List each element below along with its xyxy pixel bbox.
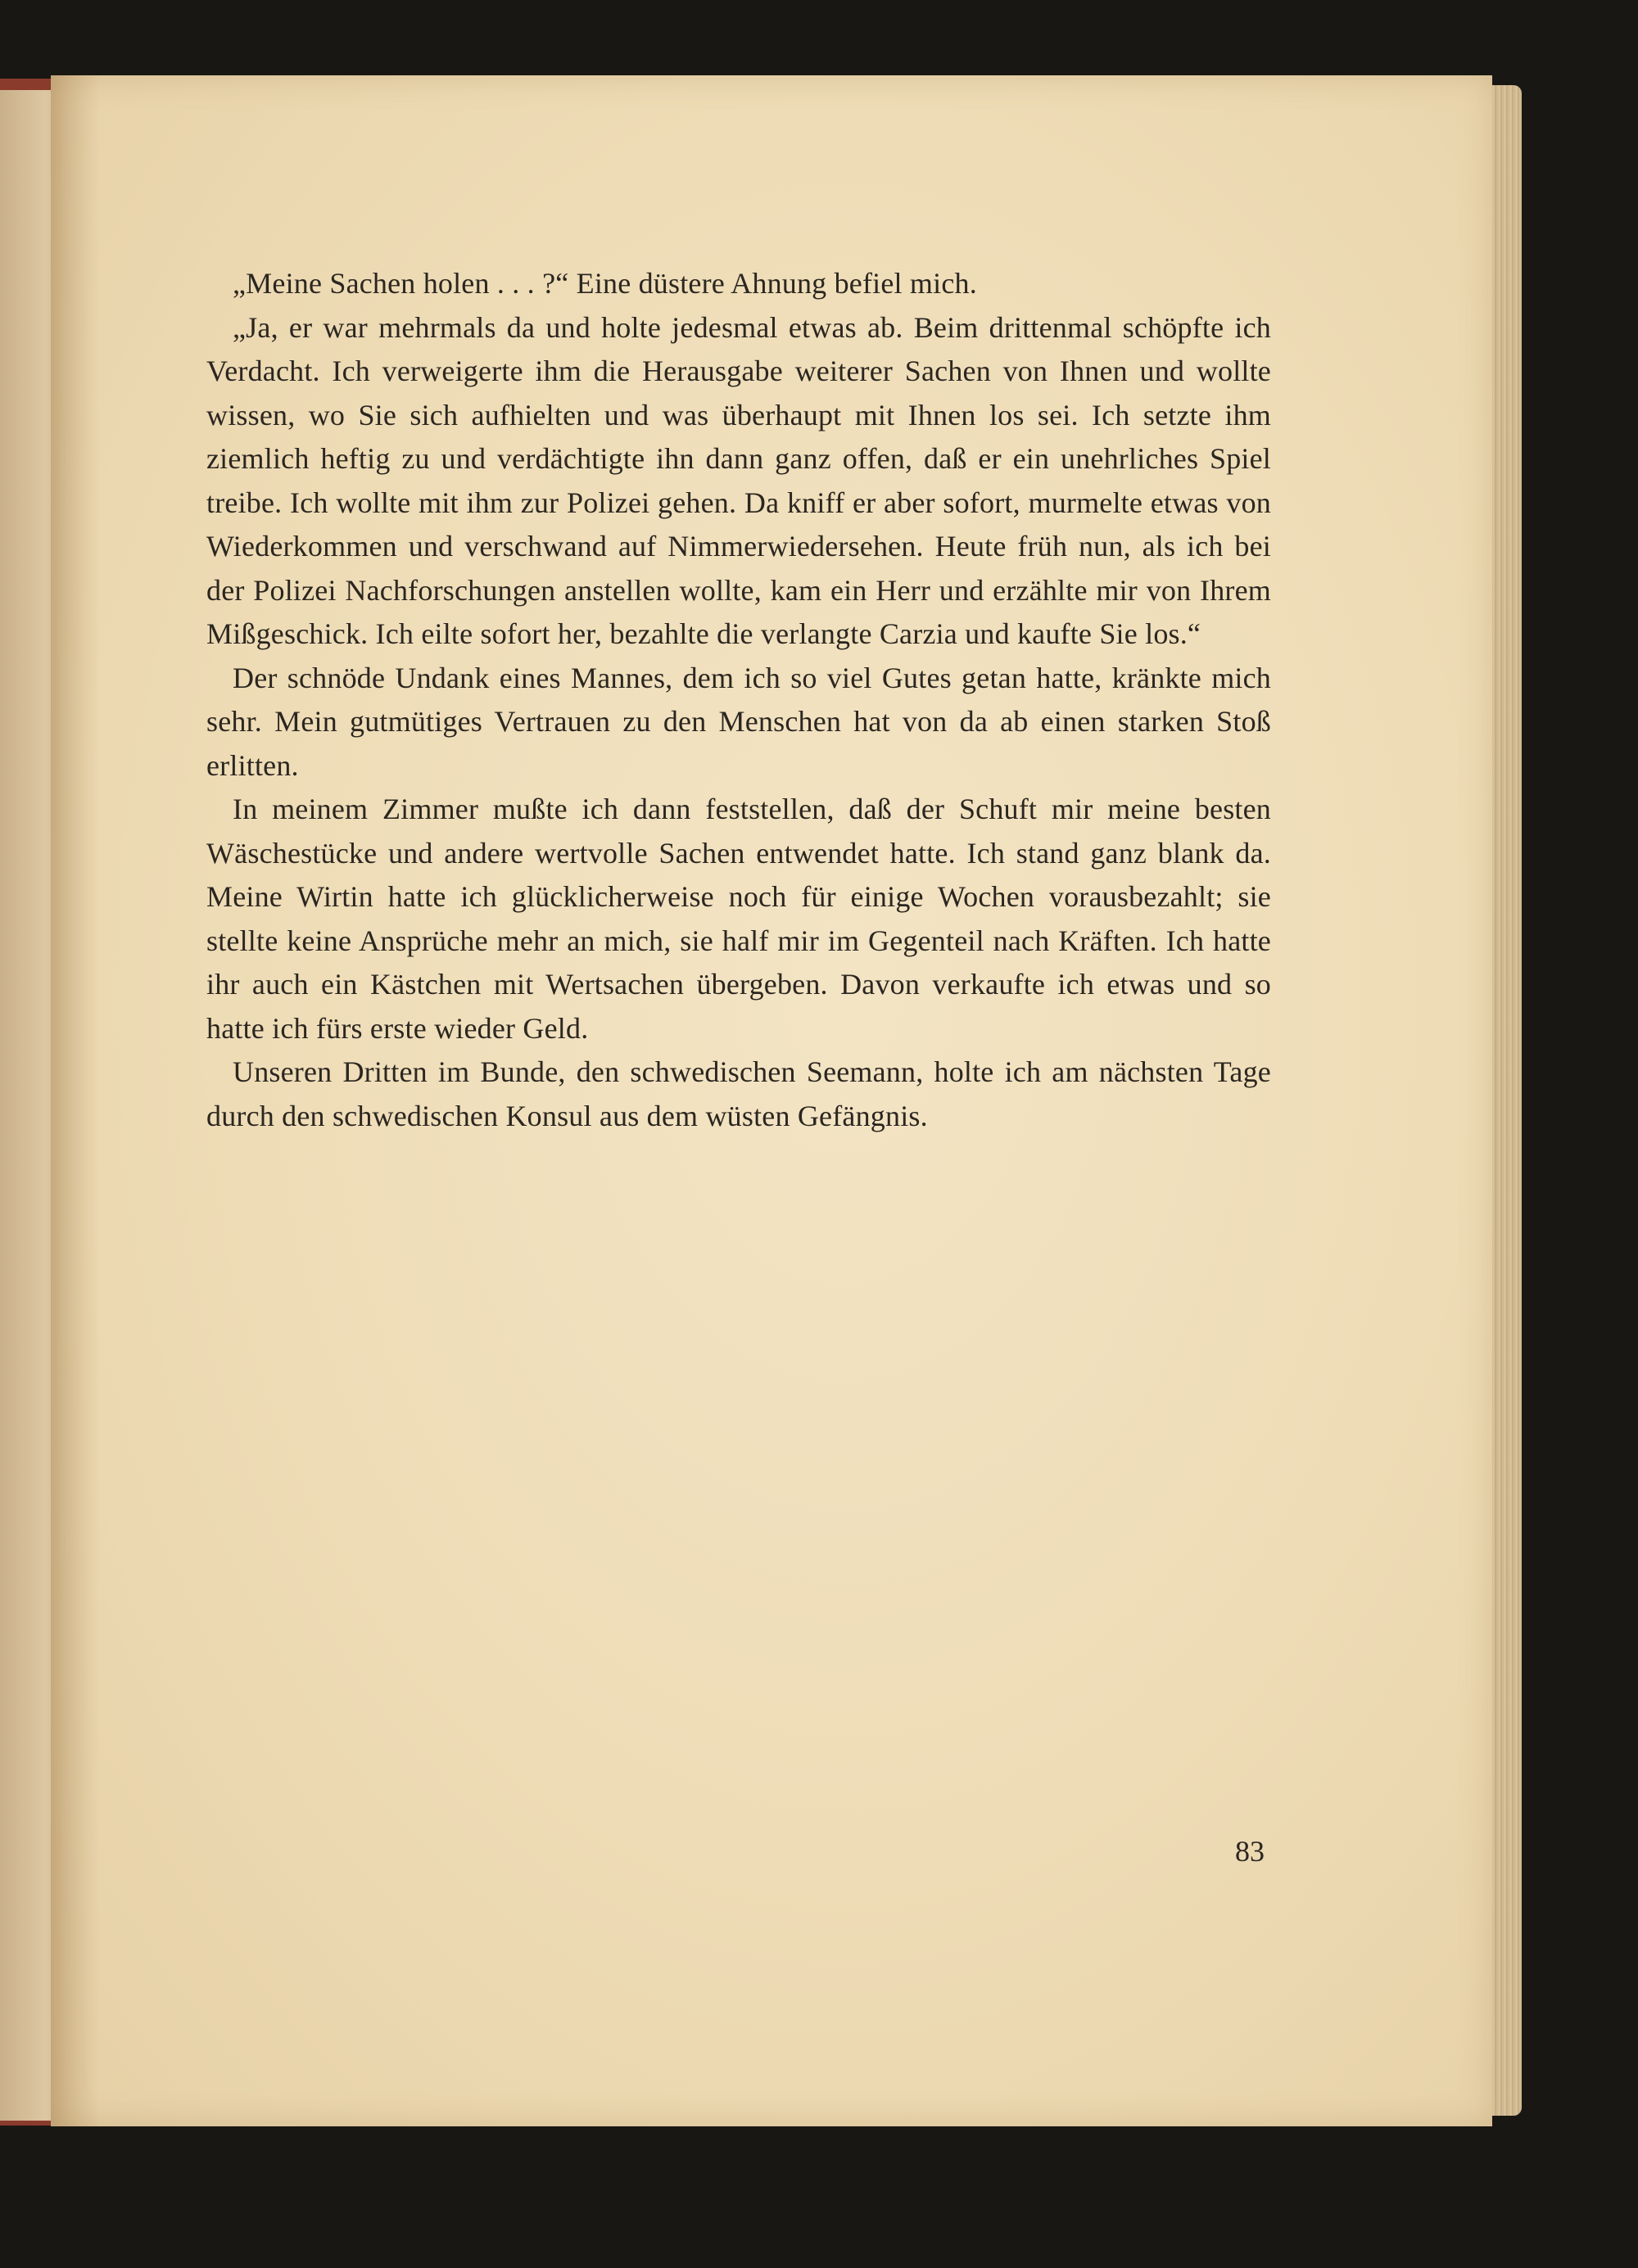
paragraph: „Meine Sachen holen . . . ?“ Eine düstere Ahnung befiel mich. xyxy=(233,267,977,300)
paragraph: Der schnöde Undank eines Mannes, dem ich so viel Gutes getan hatte, kränkte mich sehr. Mein gutmütiges Vertrauen zu den Menschen hat von da ab einen starken Stoß erlitten. xyxy=(206,661,1271,782)
gutter-shadow xyxy=(51,75,100,2126)
paragraph: Unseren Dritten im Bunde, den schwedischen Seemann, holte ich am nächsten Tage durch den schwedischen Konsul aus dem wüsten Gefängnis. xyxy=(206,1055,1271,1132)
paragraph: In meinem Zimmer mußte ich dann feststellen, daß der Schuft mir meine besten Wäschestücke und andere wertvolle Sachen entwendet hatte. Ich stand ganz blank da. Meine Wirtin hatte ich glücklicherweise noch für einige Wochen vorausbezahlt; sie stellte keine Ansprüche mehr an mich, sie half mir im Gegenteil nach Kräften. Ich hatte ihr auch ein Kästchen mit Wertsachen übergeben. Davon verkaufte ich etwas und so hatte ich fürs erste wieder Geld. xyxy=(206,793,1271,1045)
paragraph: „Ja, er war mehrmals da und holte jedesmal etwas ab. Beim drittenmal schöpfte ich Verdacht. Ich verweigerte ihm die Herausgabe weiterer Sachen von Ihnen und wollte wissen, wo Sie sich aufhielten und was überhaupt mit Ihnen los sei. Ich setzte ihm ziemlich heftig zu und verdächtigte ihn dann ganz offen, daß er ein unehrliches Spiel treibe. Ich wollte mit ihm zur Polizei gehen. Da kniff er aber sofort, murmelte etwas von Wiederkommen und verschwand auf Nimmerwiedersehen. Heute früh nun, als ich bei der Polizei Nachforschungen anstellen wollte, kam ein Herr und erzählte mir von Ihrem Mißgeschick. Ich eilte sofort her, bezahlte die verlangte Carzia und kaufte Sie los.“ xyxy=(206,310,1271,650)
page-number: 83 xyxy=(1235,1835,1265,1868)
body-text xyxy=(206,262,1271,1138)
